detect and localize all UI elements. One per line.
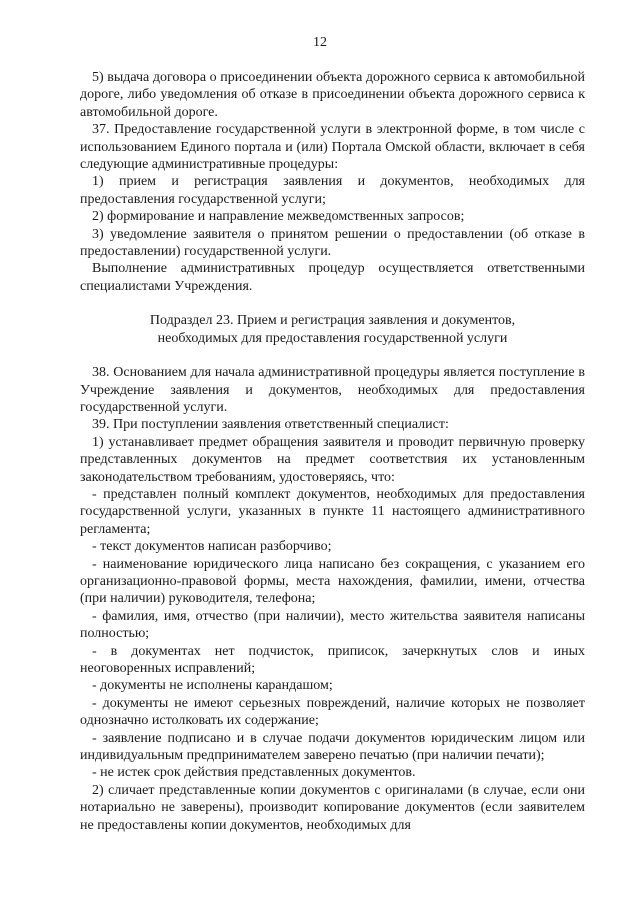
paragraph-37-item-3: 3) уведомление заявителя о принятом решении о предоставлении (об отказе в предоставлении) государственной услуги. — [80, 226, 585, 260]
subsection-title — [80, 312, 585, 347]
check-item-no-damage: - документы не имеют серьезных повреждений, наличие которых не позволяет однозначно истолковать их содержание; — [80, 695, 585, 729]
page-number: 12 — [313, 35, 327, 50]
check-item-legible-text: - текст документов написан разборчиво; — [92, 539, 332, 555]
paragraph-37: 37. Предоставление государственной услуги в электронной форме, в том числе с использованием Единого портала и (или) Портала Омской области, включает в себя следующие административные процедуры: — [80, 122, 585, 173]
subsection-title-line-2: необходимых для предоставления государственной услуги — [157, 330, 508, 346]
paragraph-37-item-2: 2) формирование и направление межведомственных запросов; — [92, 209, 465, 225]
check-item-signed-sealed: - заявление подписано и в случае подачи документов юридическим лицом или индивидуальным предпринимателем заверено печатью (при наличии печати); — [80, 730, 585, 764]
document-body — [80, 69, 585, 834]
check-item-no-corrections: - в документах нет подчисток, приписок, зачеркнутых слов и иных неоговоренных исправлений; — [80, 643, 585, 676]
check-item-complete-set: - представлен полный комплект документов, необходимых для предоставления государственной услуги, указанных в пункте 11 настоящего административного регламента; — [80, 486, 585, 537]
check-item-not-expired: - не истек срок действия представленных документов. — [92, 765, 416, 781]
paragraph-39-item-1: 1) устанавливает предмет обращения заявителя и проводит первичную проверку представленных документов на предмет соответствия их установленным законодательством требованиям, удостоверяясь, что: — [80, 434, 585, 485]
subsection-title-line-1: Подраздел 23. Прием и регистрация заявления и документов, — [149, 313, 516, 329]
paragraph-execution: Выполнение административных процедур осуществляется ответственными специалистами Учреждения. — [80, 261, 585, 294]
paragraph-39-item-2: 2) сличает представленные копии документов с оригиналами (в случае, если они нотариально не заверены), производит копирование документов (если заявителем не предоставлены копии документов, необходимых для — [80, 782, 585, 833]
check-item-no-pencil: - документы не исполнены карандашом; — [92, 678, 333, 694]
paragraph-39: 39. При поступлении заявления ответственный специалист: — [92, 417, 449, 433]
paragraph-38: 38. Основанием для начала административной процедуры является поступление в Учреждение заявления и документов, необходимых для предоставления государственной услуги. — [80, 365, 585, 415]
check-item-applicant-name: - фамилия, имя, отчество (при наличии), место жительства заявителя написаны полностью; — [80, 608, 585, 642]
paragraph-37-item-1: 1) прием и регистрация заявления и документов, необходимых для предоставления государственной услуги; — [80, 174, 585, 207]
paragraph-item-5-issuance: 5) выдача договора о присоединении объекта дорожного сервиса к автомобильной дороге, либо уведомления об отказе в присоединении объекта дорожного сервиса к автомобильной дороге. — [80, 70, 585, 120]
check-item-legal-entity-name: - наименование юридического лица написано без сокращения, с указанием его организационно-правовой формы, места нахождения, фамилии, имени, отчества (при наличии) руководителя, телефона; — [80, 556, 585, 607]
